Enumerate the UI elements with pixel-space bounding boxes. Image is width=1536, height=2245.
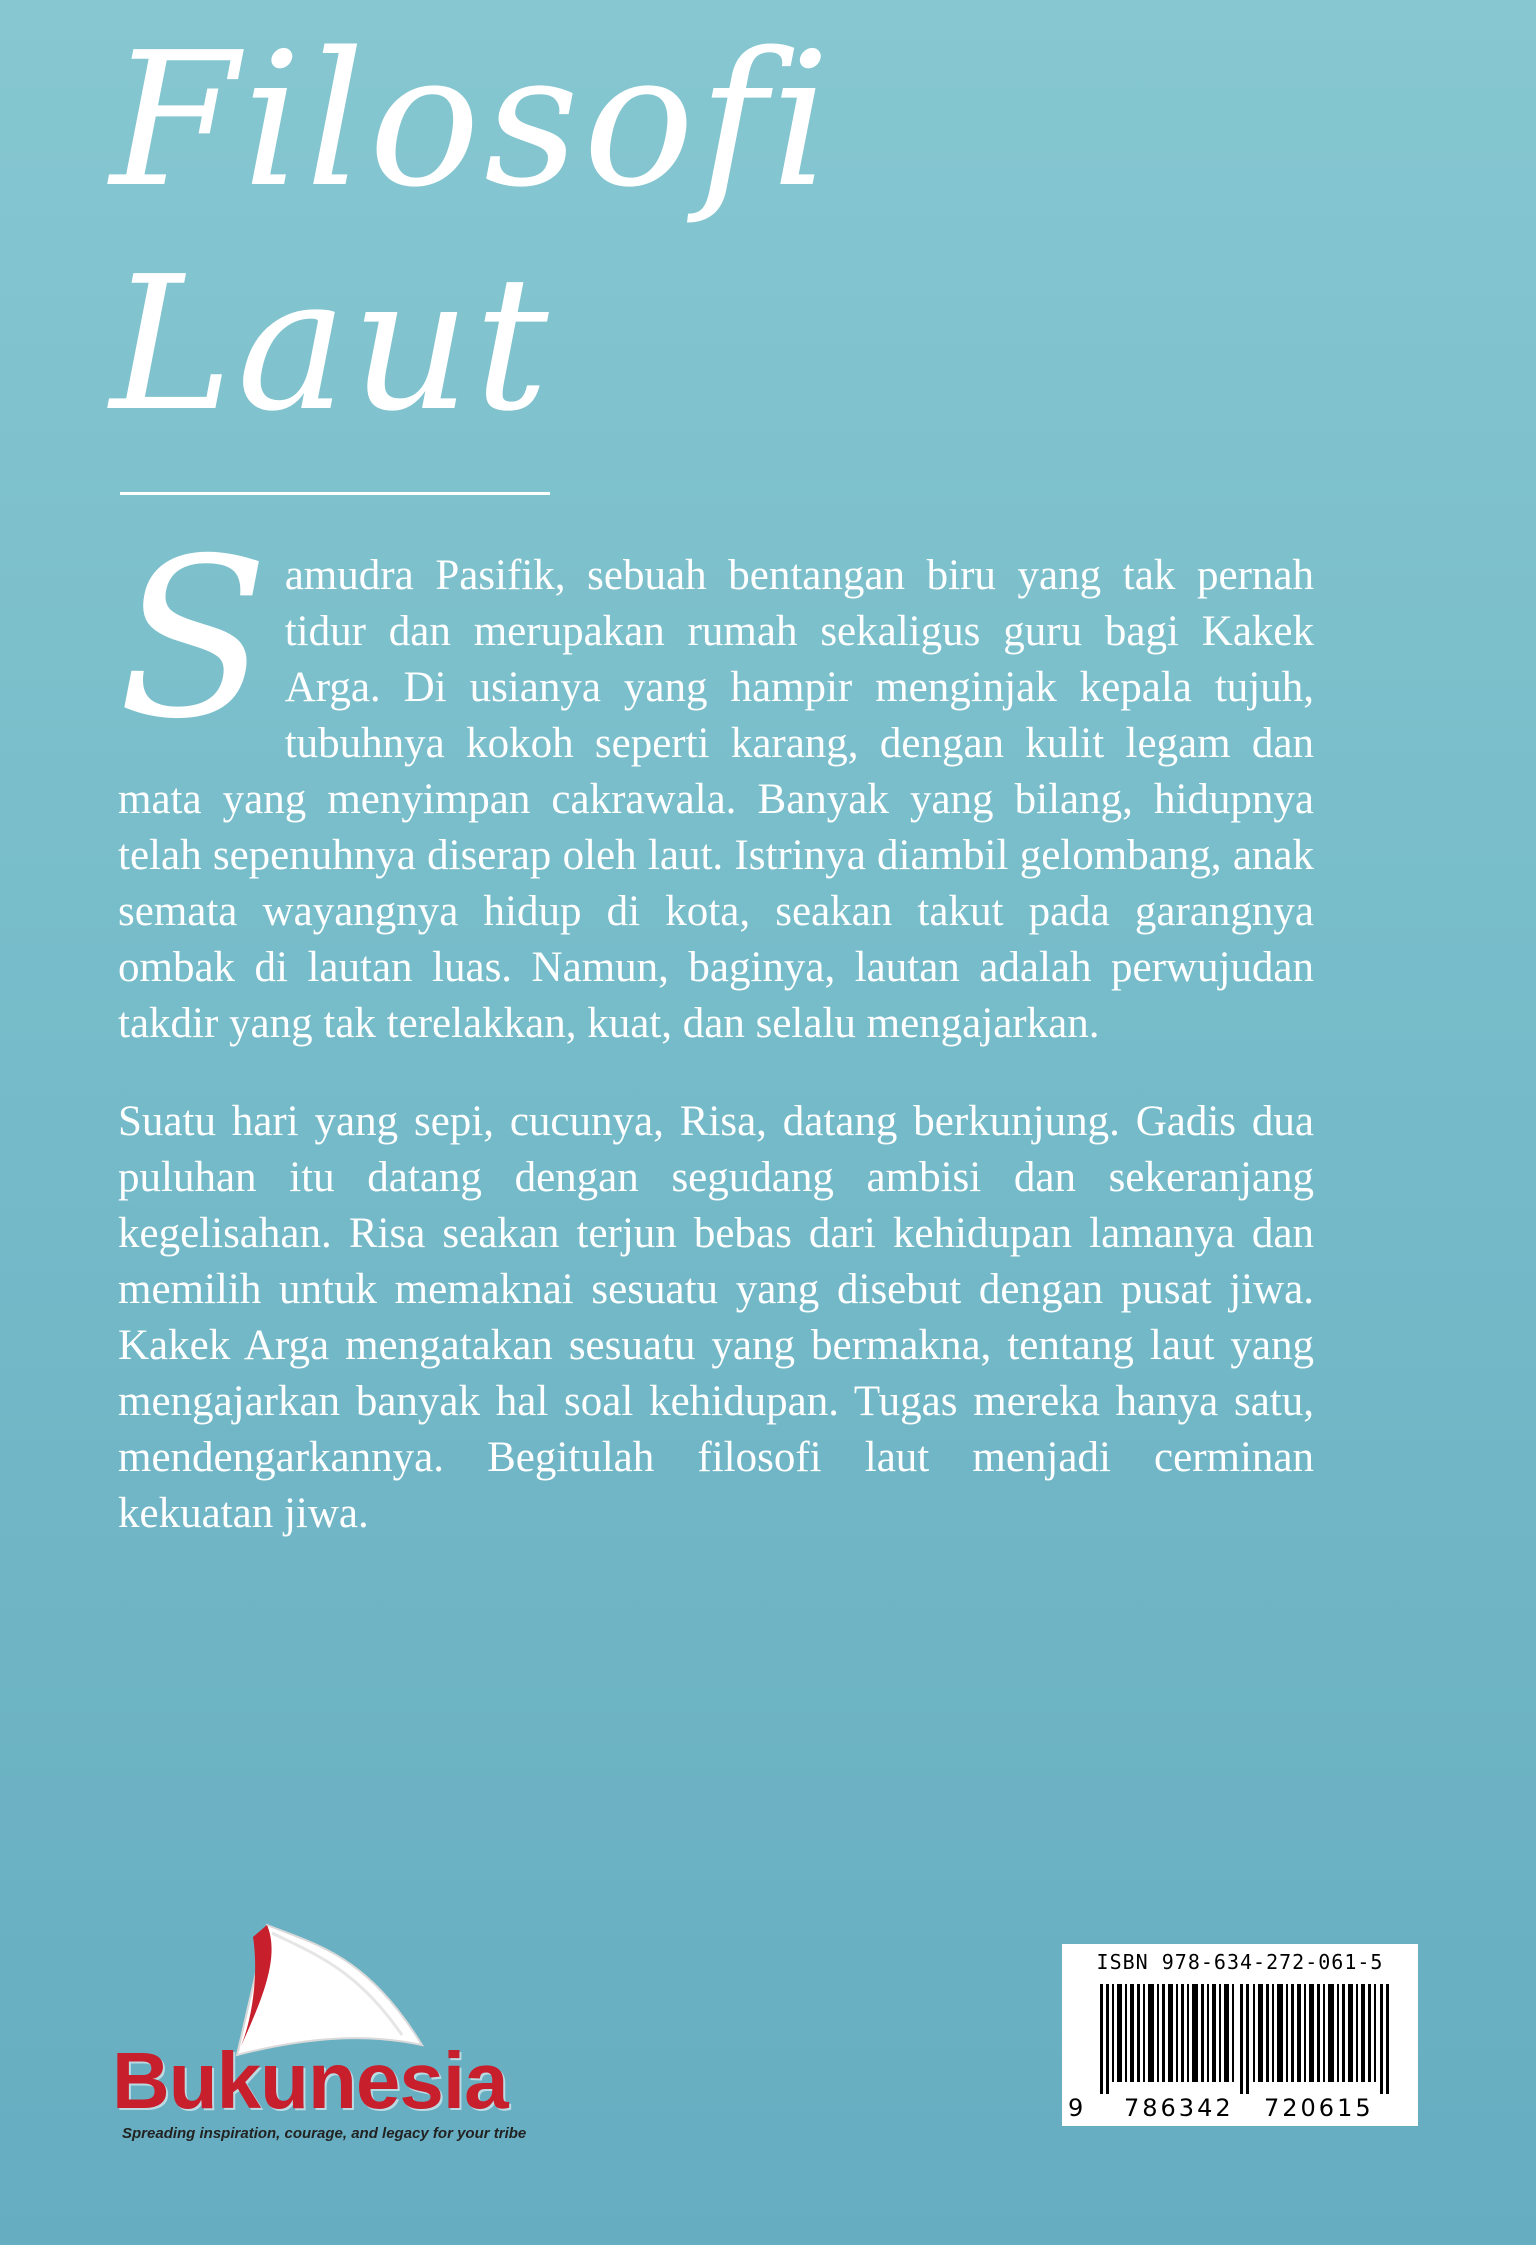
- synopsis-paragraph-1-text: amudra Pasifik, sebuah bentangan biru yang tak pernah tidur dan merupakan rumah sekaligus guru bagi Kakek Arga. Di usianya yang hampir menginjak kepala tujuh, tubuhnya kokoh seperti karang, dengan kulit legam dan mata yang menyimpan cakrawala. Banyak yang bilang, hidupnya telah sepenuhnya diserap oleh laut. Istrinya diambil gelombang, anak semata wayangnya hidup di kota, seakan takut pada garangnya ombak di lautan luas. Namun, baginya, lautan adalah perwujudan takdir yang tak terelakkan, kuat, dan selalu mengajarkan.: [118, 552, 1314, 1047]
- isbn-label: ISBN 978-634-272-061-5: [1096, 1950, 1384, 1974]
- book-title: [110, 12, 835, 454]
- drop-cap: S: [118, 511, 269, 767]
- title-divider: [120, 492, 550, 495]
- publisher-tagline: Spreading inspiration, courage, and legacy for your tribe: [122, 2125, 527, 2142]
- publisher-name: Bukunesia: [112, 2036, 508, 2125]
- barcode-digit-first: 9: [1068, 2094, 1084, 2122]
- synopsis: [118, 511, 1314, 1542]
- barcode-digits-left: 786342: [1124, 2094, 1234, 2122]
- isbn-barcode-box: [1062, 1944, 1418, 2126]
- publisher-logo: [112, 1915, 527, 2142]
- title-line-1: Filosofi: [110, 12, 835, 228]
- title-line-2: Laut: [110, 236, 553, 452]
- synopsis-paragraph-2: Suatu hari yang sepi, cucunya, Risa, datang berkunjung. Gadis dua puluhan itu datang dengan segudang ambisi dan sekeranjang kegelisahan. Risa seakan terjun bebas dari kehidupan lamanya dan memilih untuk memaknai sesuatu yang disebut dengan pusat jiwa. Kakek Arga mengatakan sesuatu yang bermakna, tentang laut yang mengajarkan banyak hal soal kehidupan. Tugas mereka hanya satu, mendengarkannya. Begitulah filosofi laut menjadi cerminan kekuatan jiwa.: [118, 1098, 1314, 1537]
- barcode-icon: [1100, 1984, 1398, 2094]
- synopsis-paragraph-1: [118, 511, 1314, 1052]
- barcode-digits-right: 720615: [1264, 2094, 1374, 2122]
